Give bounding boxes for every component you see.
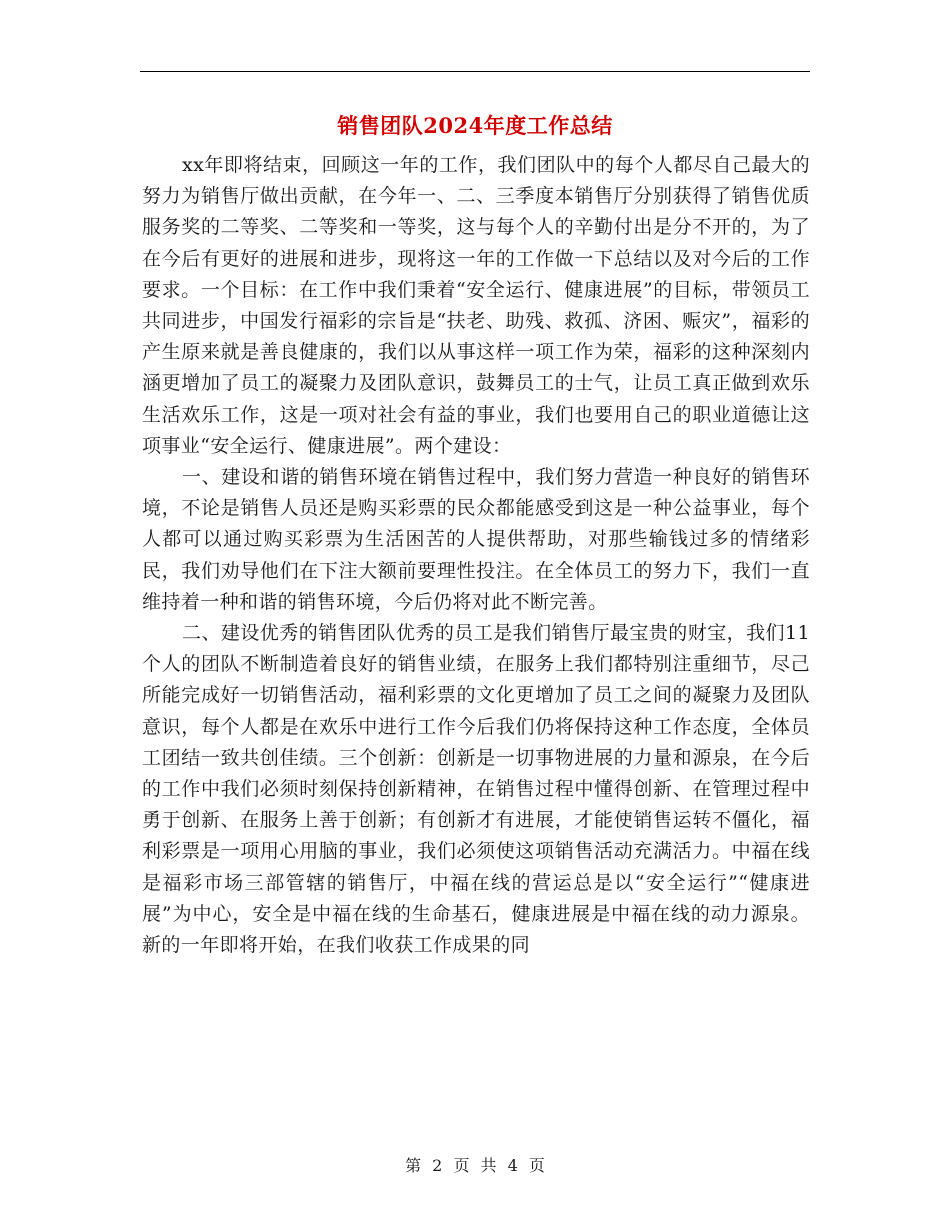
paragraph-intro: xx年即将结束，回顾这一年的工作，我们团队中的每个人都尽自己最大的努力为销售厅做出贡献，在今年一、二、三季度本销售厅分别获得了销售优质服务奖的二等奖、二等奖和一等奖，这与每个人的辛勤付出是分不开的，为了在今后有更好的进展和进步，现将这一年的工作做一下总结以及对今后的工作要求。一个目标：在工作中我们秉着“安全运行、健康进展”的目标，带领员工共同进步，中国发行福彩的宗旨是“扶老、助残、救孤、济困、赈灾”，福彩的产生原来就是善良健康的，我们以从事这样一项工作为荣，福彩的这种深刻内涵更增加了员工的凝聚力及团队意识，鼓舞员工的士气，让员工真正做到欢乐生活欢乐工作，这是一项对社会有益的事业，我们也要用自己的职业道德让这项事业“安全运行、健康进展”。两个建设： [142,154,810,457]
document-body [142,150,810,961]
page-number: 第 2 页 共 4 页 [405,1156,545,1175]
document-title: 销售团队2024年度工作总结 [337,113,613,138]
paragraph-excellent-team: 二、建设优秀的销售团队优秀的员工是我们销售厅最宝贵的财宝，我们11个人的团队不断制造着良好的销售业绩，在服务上我们都特别注重细节，尽己所能完成好一切销售活动，福利彩票的文化更增加了员工之间的凝聚力及团队意识，每个人都是在欢乐中进行工作今后我们仍将保持这种工作态度，全体员工团结一致共创佳绩。三个创新：创新是一切事物进展的力量和源泉，在今后的工作中我们必须时刻保持创新精神，在销售过程中懂得创新、在管理过程中勇于创新、在服务上善于创新；有创新才有进展，才能使销售运转不僵化，福利彩票是一项用心用脑的事业，我们必须使这项销售活动充满活力。中福在线是福彩市场三部管辖的销售厅，中福在线的营运总是以“安全运行”“健康进展”为中心，安全是中福在线的生命基石，健康进展是中福在线的动力源泉。新的一年即将开始，在我们收获工作成果的同 [142,622,810,957]
paragraph-harmonious-environment: 一、建设和谐的销售环境在销售过程中，我们努力营造一种良好的销售环境，不论是销售人员还是购买彩票的民众都能感受到这是一种公益事业，每个人都可以通过购买彩票为生活困苦的人提供帮助，对那些输钱过多的情绪彩民，我们劝导他们在下注大额前要理性投注。在全体员工的努力下，我们一直维持着一种和谐的销售环境，今后仍将对此不断完善。 [142,466,810,613]
header-rule [140,71,810,72]
